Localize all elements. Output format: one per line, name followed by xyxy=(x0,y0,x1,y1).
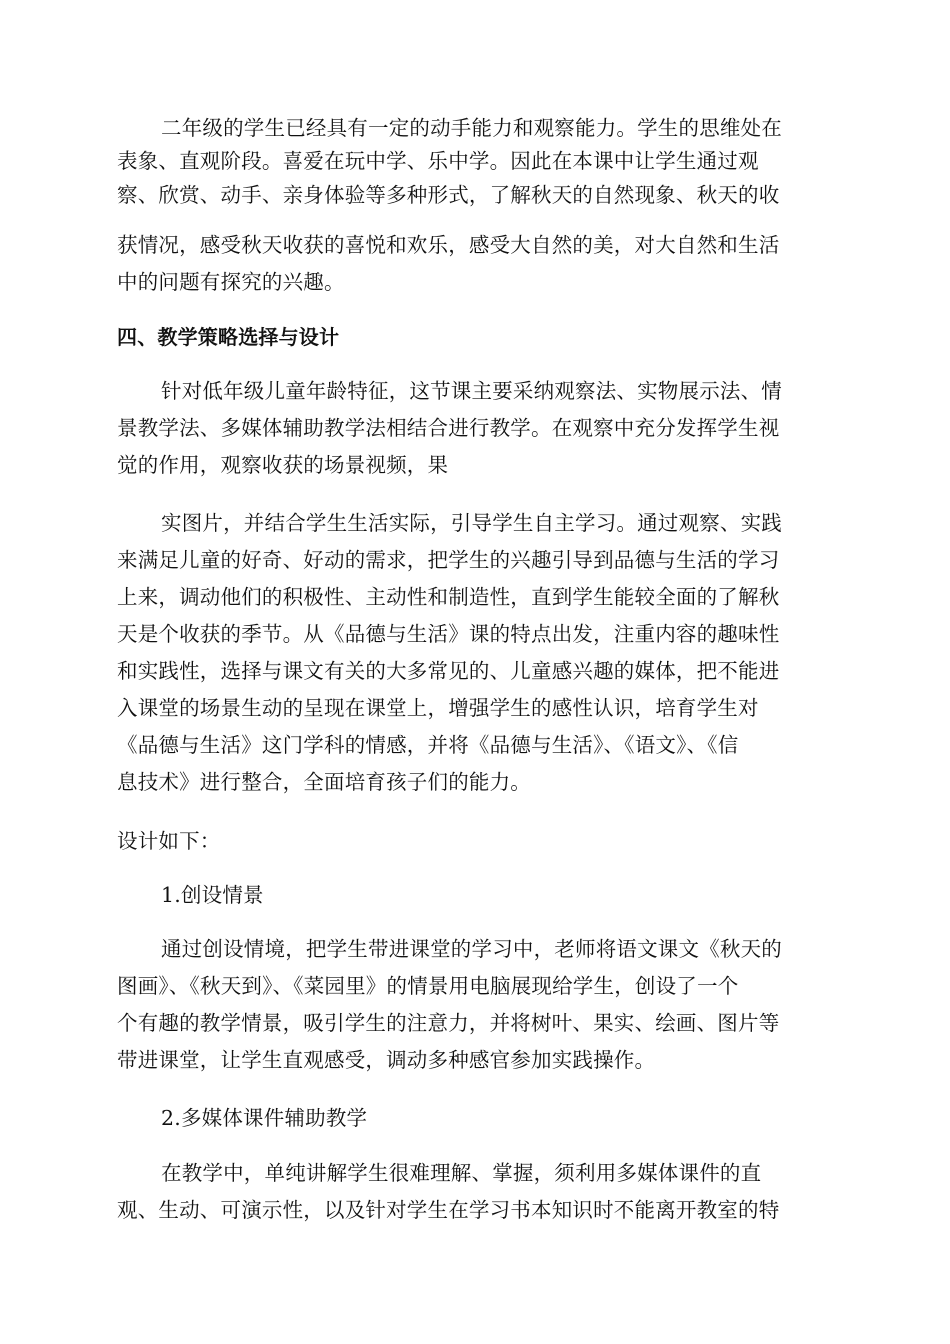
paragraph-line: 息技术》进行整合，全面培育孩子们的能力。 xyxy=(117,770,531,794)
paragraph-line: 通过创设情境，把学生带进课堂的学习中，老师将语文课文《秋天的 xyxy=(161,937,782,961)
paragraph-line: 实图片，并结合学生生活实际，引导学生自主学习。通过观察、实践 xyxy=(161,511,782,535)
paragraph-line: 针对低年级儿童年龄特征，这节课主要采纳观察法、实物展示法、情 xyxy=(161,379,782,403)
paragraph-line: 上来，调动他们的积极性、主动性和制造性，直到学生能较全面的了解秋 xyxy=(117,585,780,609)
design-intro: 设计如下： xyxy=(117,829,221,853)
paragraph-line: 获情况，感受秋天收获的喜悦和欢乐，感受大自然的美，对大自然和生活 xyxy=(117,233,780,257)
paragraph-line: 和实践性，选择与课文有关的大多常见的、儿童感兴趣的媒体，把不能进 xyxy=(117,659,780,683)
paragraph-line: 景教学法、多媒体辅助教学法相结合进行教学。在观察中充分发挥学生视 xyxy=(117,416,780,440)
paragraph-line: 察、欣赏、动手、亲身体验等多种形式，了解秋天的自然现象、秋天的收 xyxy=(117,183,780,207)
paragraph-line: 来满足儿童的好奇、好动的需求，把学生的兴趣引导到品德与生活的学习 xyxy=(117,548,780,572)
paragraph-line: 图画》、《秋天到》、《菜园里》的情景用电脑展现给学生，创设了一个 xyxy=(117,974,739,998)
paragraph-line: 《品德与生活》这门学科的情感，并将《品德与生活》、《语文》、《信 xyxy=(117,733,739,757)
paragraph-line: 中的问题有探究的兴趣。 xyxy=(117,270,345,294)
paragraph-line: 表象、直观阶段。喜爱在玩中学、乐中学。因此在本课中让学生通过观 xyxy=(117,149,759,173)
subheading: 1.创设情景 xyxy=(161,883,264,907)
paragraph-line: 入课堂的场景生动的呈现在课堂上，增强学生的感性认识，培育学生对 xyxy=(117,696,759,720)
paragraph-line: 在教学中，单纯讲解学生很难理解、掌握，须利用多媒体课件的直 xyxy=(161,1161,762,1185)
paragraph-line: 观、生动、可演示性，以及针对学生在学习书本知识时不能离开教室的特 xyxy=(117,1198,780,1222)
paragraph-line: 个有趣的教学情景，吸引学生的注意力，并将树叶、果实、绘画、图片等 xyxy=(117,1011,780,1035)
subheading: 2.多媒体课件辅助教学 xyxy=(161,1106,368,1130)
paragraph-line: 二年级的学生已经具有一定的动手能力和观察能力。学生的思维处在 xyxy=(161,116,782,140)
section-heading: 四、教学策略选择与设计 xyxy=(117,325,340,349)
paragraph-line: 带进课堂，让学生直观感受，调动多种感官参加实践操作。 xyxy=(117,1048,656,1072)
paragraph-line: 天是个收获的季节。从《品德与生活》课的特点出发，注重内容的趣味性 xyxy=(117,622,780,646)
paragraph-line: 觉的作用，观察收获的场景视频，果 xyxy=(117,453,449,477)
